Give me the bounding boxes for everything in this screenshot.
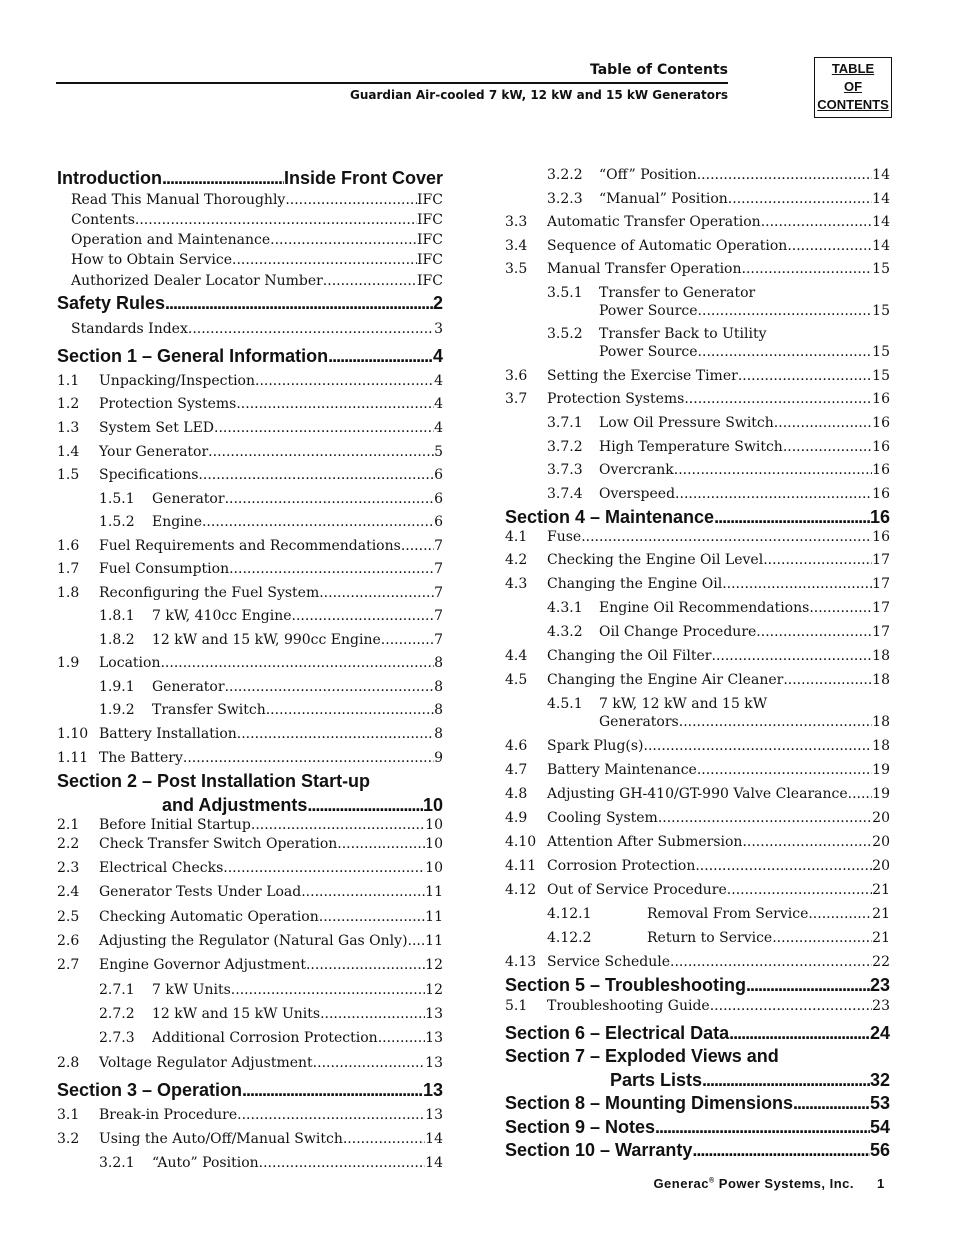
toc-section-4[interactable]: Section 4 – Maintenance ..... 16 xyxy=(505,505,890,529)
toc-section-6[interactable]: Section 6 – Electrical Data ..... 24 xyxy=(505,1021,890,1045)
toc-entry[interactable]: 4.8 Adjusting GH-410/GT-990 Valve Clearance ..... 19 xyxy=(505,784,890,804)
toc-entry[interactable]: 1.11 The Battery ..... 9 xyxy=(57,748,443,768)
tab-line: CONTENTS xyxy=(817,97,889,112)
toc-entry[interactable]: 3.7.2 High Temperature Switch ..... 16 xyxy=(505,437,890,457)
toc-entry[interactable]: 4.5 Changing the Engine Air Cleaner ..... 18 xyxy=(505,670,890,690)
toc-section-9[interactable]: Section 9 – Notes ..... 54 xyxy=(505,1115,890,1139)
toc-entry[interactable]: 3.2 Using the Auto/Off/Manual Switch ..... 14 xyxy=(57,1129,443,1149)
toc-section-7-title: Section 7 – Exploded Views and xyxy=(505,1046,779,1066)
toc-entry[interactable]: 2.6 Adjusting the Regulator (Natural Gas Only) ..... 11 xyxy=(57,931,443,951)
toc-entry[interactable]: 1.1 Unpacking/Inspection ..... 4 xyxy=(57,371,443,391)
toc-entry[interactable]: 1.2 Protection Systems ..... 4 xyxy=(57,394,443,414)
toc-entry[interactable]: 4.2 Checking the Engine Oil Level ..... 17 xyxy=(505,550,890,570)
toc-entry[interactable]: 2.7.3 Additional Corrosion Protection ..... 13 xyxy=(57,1028,443,1048)
toc-entry[interactable]: 4.7 Battery Maintenance ..... 19 xyxy=(505,760,890,780)
toc-entry[interactable]: 3.7.1 Low Oil Pressure Switch ..... 16 xyxy=(505,413,890,433)
toc-section-10[interactable]: Section 10 – Warranty ..... 56 xyxy=(505,1138,890,1162)
table-of-contents-tab xyxy=(814,57,892,118)
toc-entry[interactable]: 2.3 Electrical Checks ..... 10 xyxy=(57,858,443,878)
toc-entry[interactable]: 3.7.3 Overcrank ..... 16 xyxy=(505,460,890,480)
toc-entry[interactable]: 1.7 Fuel Consumption ..... 7 xyxy=(57,559,443,579)
toc-entry[interactable]: 3.5.1 Transfer to Generator Power Source ..... 15 xyxy=(505,283,890,321)
toc-entry[interactable]: 4.3.2 Oil Change Procedure ..... 17 xyxy=(505,622,890,642)
toc-entry[interactable]: 4.6 Spark Plug(s) ..... 18 xyxy=(505,736,890,756)
toc-entry[interactable]: 1.8 Reconfiguring the Fuel System ..... 7 xyxy=(57,583,443,603)
toc-entry[interactable]: 4.12.2 Return to Service ..... 21 xyxy=(505,928,890,948)
toc-entry[interactable]: 1.8.2 12 kW and 15 kW, 990cc Engine ..... 7 xyxy=(57,630,443,650)
toc-entry[interactable]: 2.7.1 7 kW Units ..... 12 xyxy=(57,980,443,1000)
toc-entry[interactable]: 4.4 Changing the Oil Filter ..... 18 xyxy=(505,646,890,666)
header-subtitle: Guardian Air-cooled 7 kW, 12 kW and 15 kW Generators xyxy=(349,88,728,102)
toc-entry[interactable]: Operation and Maintenance ..... IFC xyxy=(57,230,443,250)
toc-entry[interactable]: 3.2.2 “Off” Position ..... 14 xyxy=(505,165,890,185)
toc-entry[interactable]: 1.4 Your Generator ..... 5 xyxy=(57,442,443,462)
toc-entry[interactable]: 1.8.1 7 kW, 410cc Engine ..... 7 xyxy=(57,606,443,626)
toc-entry[interactable]: 2.1 Before Initial Startup ..... 10 xyxy=(57,815,443,835)
toc-entry[interactable]: 3.7 Protection Systems ..... 16 xyxy=(505,389,890,409)
toc-entry[interactable]: Standards Index ..... 3 xyxy=(57,319,443,339)
toc-section-8[interactable]: Section 8 – Mounting Dimensions ..... 53 xyxy=(505,1091,890,1115)
toc-entry[interactable]: 2.8 Voltage Regulator Adjustment ..... 13 xyxy=(57,1053,443,1073)
toc-entry[interactable]: Authorized Dealer Locator Number ..... IFC xyxy=(57,271,443,291)
toc-entry[interactable]: 1.5 Specifications ..... 6 xyxy=(57,465,443,485)
toc-entry[interactable]: 1.10 Battery Installation ..... 8 xyxy=(57,724,443,744)
toc-entry[interactable]: 1.5.1 Generator ..... 6 xyxy=(57,489,443,509)
toc-entry[interactable]: 2.2 Check Transfer Switch Operation ..... 10 xyxy=(57,834,443,854)
toc-section-introduction[interactable]: Introduction ..... Inside Front Cover xyxy=(57,166,443,190)
toc-entry[interactable]: 3.7.4 Overspeed ..... 16 xyxy=(505,484,890,504)
header-rule xyxy=(56,82,728,84)
toc-section-safety-rules[interactable]: Safety Rules ..... 2 xyxy=(57,291,443,315)
toc-entry[interactable]: 4.13 Service Schedule ..... 22 xyxy=(505,952,890,972)
toc-entry[interactable]: 3.3 Automatic Transfer Operation ..... 14 xyxy=(505,212,890,232)
toc-entry[interactable]: 3.1 Break-in Procedure ..... 13 xyxy=(57,1105,443,1125)
toc-entry[interactable]: 4.11 Corrosion Protection ..... 20 xyxy=(505,856,890,876)
header-title: Table of Contents xyxy=(589,62,728,78)
tab-line: TABLE xyxy=(831,61,875,76)
toc-entry[interactable]: 3.6 Setting the Exercise Timer ..... 15 xyxy=(505,366,890,386)
toc-entry[interactable]: 4.3.1 Engine Oil Recommendations ..... 17 xyxy=(505,598,890,618)
footer-company: Generac® Power Systems, Inc. xyxy=(653,1176,854,1191)
toc-entry[interactable]: 3.2.3 “Manual” Position ..... 14 xyxy=(505,189,890,209)
toc-entry[interactable]: 1.9 Location ..... 8 xyxy=(57,653,443,673)
toc-entry[interactable]: 3.2.1 “Auto” Position ..... 14 xyxy=(57,1153,443,1173)
toc-entry[interactable]: 1.6 Fuel Requirements and Recommendations ..... 7 xyxy=(57,536,443,556)
toc-entry[interactable]: 3.5 Manual Transfer Operation ..... 15 xyxy=(505,259,890,279)
toc-entry[interactable]: 2.7.2 12 kW and 15 kW Units ..... 13 xyxy=(57,1004,443,1024)
toc-entry[interactable]: Read This Manual Thoroughly ..... IFC xyxy=(57,190,443,210)
toc-entry[interactable]: 4.1 Fuse ..... 16 xyxy=(505,527,890,547)
toc-entry[interactable]: 1.9.1 Generator ..... 8 xyxy=(57,677,443,697)
toc-entry[interactable]: 4.5.1 7 kW, 12 kW and 15 kW Generators ..... 18 xyxy=(505,694,890,732)
toc-entry[interactable]: 3.4 Sequence of Automatic Operation ..... 14 xyxy=(505,236,890,256)
toc-section-2[interactable]: and Adjustments ..... 10 xyxy=(57,793,443,817)
tab-line: OF xyxy=(843,79,863,94)
toc-section-2-title: Section 2 – Post Installation Start-up xyxy=(57,771,371,791)
toc-entry[interactable]: 3.5.2 Transfer Back to Utility Power Source ..... 15 xyxy=(505,324,890,362)
toc-entry[interactable]: 4.9 Cooling System ..... 20 xyxy=(505,808,890,828)
toc-entry[interactable]: Contents ..... IFC xyxy=(57,210,443,230)
toc-entry[interactable]: 4.10 Attention After Submersion ..... 20 xyxy=(505,832,890,852)
toc-entry[interactable]: 5.1 Troubleshooting Guide ..... 23 xyxy=(505,996,890,1016)
toc-entry[interactable]: How to Obtain Service ..... IFC xyxy=(57,250,443,270)
page-number: 1 xyxy=(877,1176,885,1191)
toc-section-1[interactable]: Section 1 – General Information ..... 4 xyxy=(57,344,443,368)
toc-entry[interactable]: 4.12 Out of Service Procedure ..... 21 xyxy=(505,880,890,900)
toc-section-7[interactable]: Parts Lists ..... 32 xyxy=(505,1068,890,1092)
registered-mark: ® xyxy=(708,1177,715,1185)
toc-section-3[interactable]: Section 3 – Operation ..... 13 xyxy=(57,1078,443,1102)
toc-entry[interactable]: 1.5.2 Engine ..... 6 xyxy=(57,512,443,532)
toc-entry[interactable]: 4.3 Changing the Engine Oil ..... 17 xyxy=(505,574,890,594)
toc-entry[interactable]: 2.4 Generator Tests Under Load ..... 11 xyxy=(57,882,443,902)
toc-entry[interactable]: 2.7 Engine Governor Adjustment ..... 12 xyxy=(57,955,443,975)
toc-entry[interactable]: 2.5 Checking Automatic Operation ..... 11 xyxy=(57,907,443,927)
toc-entry[interactable]: 1.9.2 Transfer Switch ..... 8 xyxy=(57,700,443,720)
toc-entry[interactable]: 1.3 System Set LED ..... 4 xyxy=(57,418,443,438)
toc-entry[interactable]: 4.12.1 Removal From Service ..... 21 xyxy=(505,904,890,924)
toc-section-5[interactable]: Section 5 – Troubleshooting ..... 23 xyxy=(505,973,890,997)
